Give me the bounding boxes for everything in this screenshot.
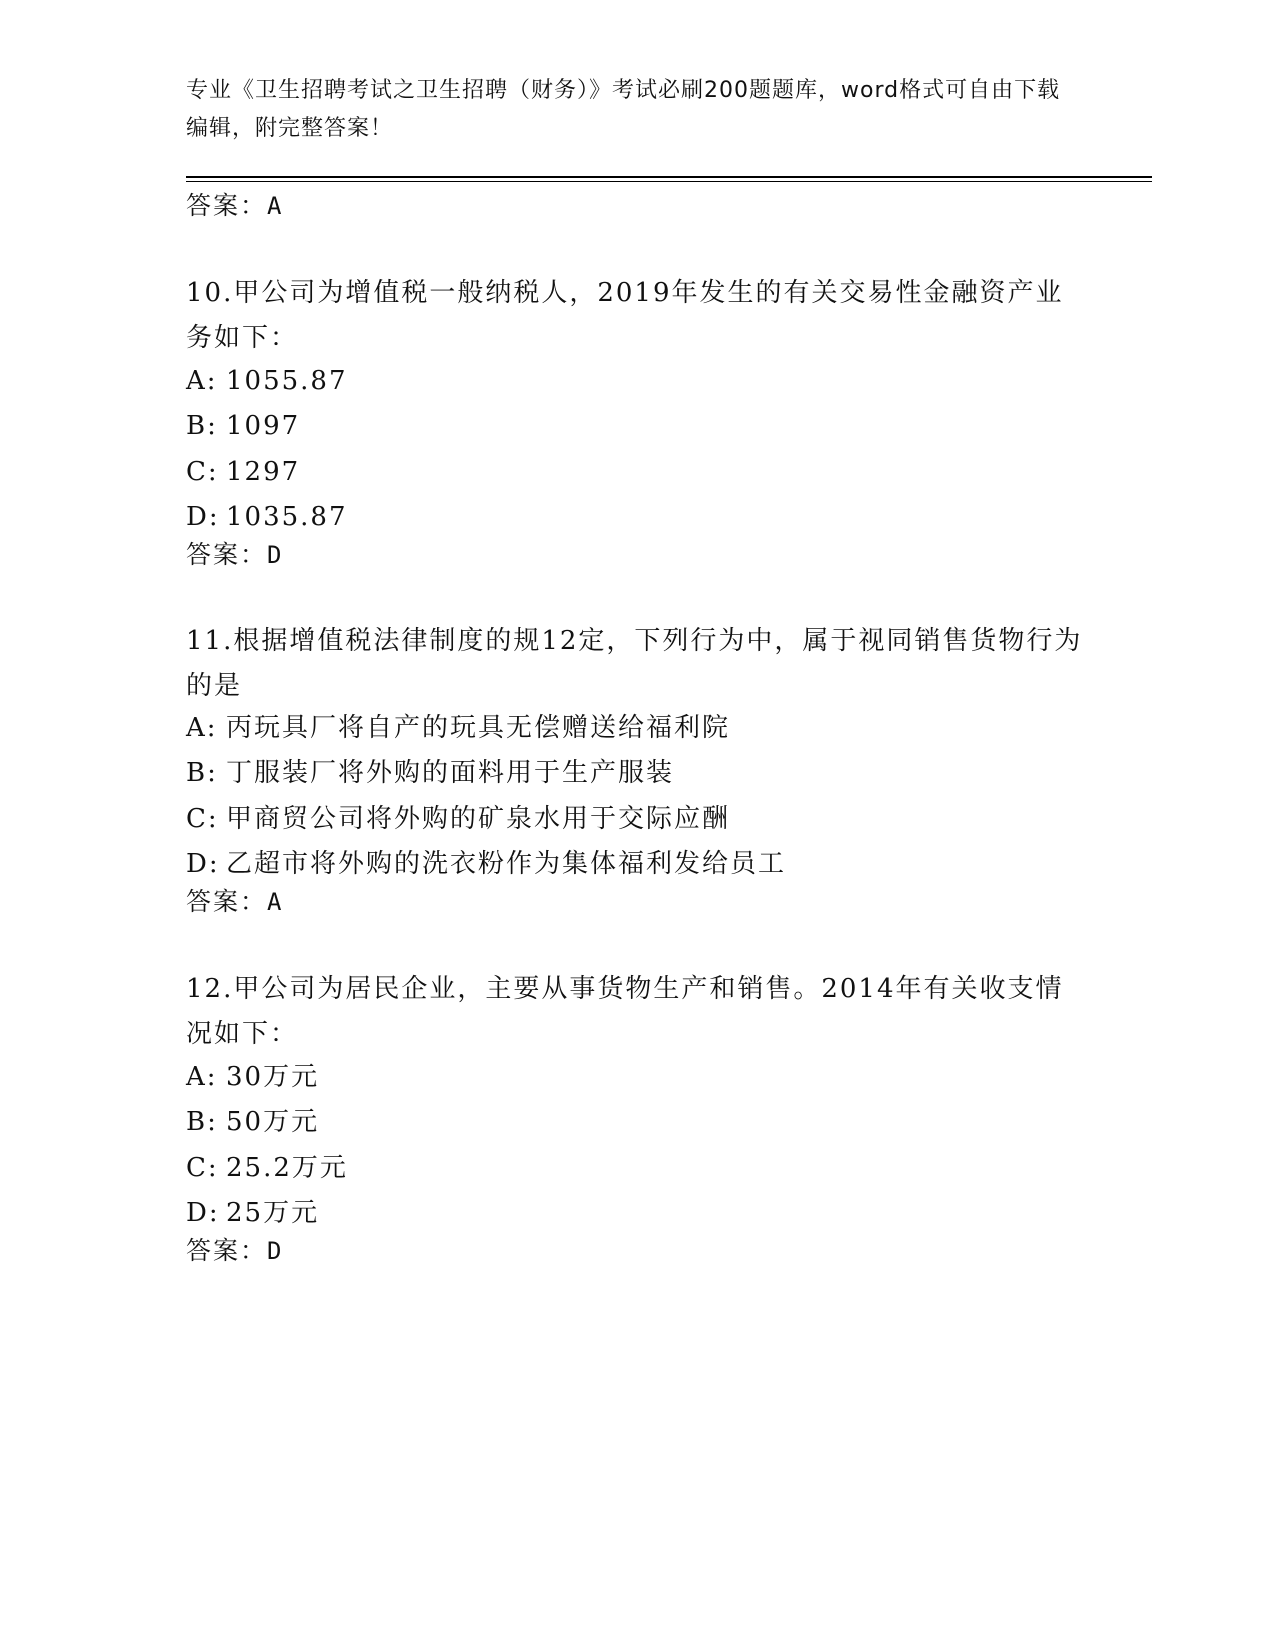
option-item bbox=[186, 359, 1086, 404]
answer-label: 答案： bbox=[186, 887, 268, 916]
option-item bbox=[186, 495, 1086, 540]
option-key: C: bbox=[186, 456, 219, 487]
option-key: C: bbox=[186, 1152, 219, 1183]
option-text: 25万元 bbox=[226, 1197, 320, 1228]
option-key: A: bbox=[186, 713, 218, 743]
option-key: B: bbox=[186, 411, 218, 442]
answer-value: A bbox=[267, 888, 282, 916]
option-key: A: bbox=[186, 1062, 218, 1092]
answer-line bbox=[186, 537, 281, 573]
option-text: 30万元 bbox=[226, 1062, 320, 1092]
option-item bbox=[186, 1146, 1086, 1191]
option-item bbox=[186, 450, 1086, 495]
option-list bbox=[186, 706, 1086, 887]
option-item bbox=[186, 1100, 1086, 1145]
option-text: 丙玩具厂将自产的玩具无偿赠送给福利院 bbox=[226, 713, 731, 743]
document-header bbox=[186, 72, 1066, 148]
option-item bbox=[186, 1055, 1086, 1100]
answer-line bbox=[186, 884, 281, 920]
option-text: 50万元 bbox=[226, 1107, 320, 1138]
option-item bbox=[186, 797, 1086, 842]
option-text: 乙超市将外购的洗衣粉作为集体福利发给员工 bbox=[226, 848, 787, 879]
option-key: D: bbox=[186, 1197, 220, 1228]
option-key: B: bbox=[186, 758, 218, 789]
answer-line bbox=[186, 188, 281, 224]
option-item bbox=[186, 842, 1086, 887]
header-divider-thick bbox=[186, 176, 1152, 178]
answer-value: A bbox=[267, 192, 282, 220]
option-list bbox=[186, 359, 1086, 540]
option-text: 1055.87 bbox=[226, 366, 348, 396]
question-text: 12.甲公司为居民企业，主要从事货物生产和销售。2014年有关收支情况如下： bbox=[186, 974, 1064, 1049]
answer-value: D bbox=[267, 541, 282, 569]
option-text: 甲商贸公司将外购的矿泉水用于交际应酬 bbox=[226, 803, 731, 834]
answer-label: 答案： bbox=[186, 540, 268, 569]
option-text: 丁服装厂将外购的面料用于生产服装 bbox=[226, 758, 675, 789]
option-list bbox=[186, 1055, 1086, 1236]
option-key: B: bbox=[186, 1107, 218, 1138]
option-item bbox=[186, 404, 1086, 449]
option-text: 1297 bbox=[226, 456, 301, 487]
header-text: 专业《卫生招聘考试之卫生招聘（财务）》考试必刷200题题库，word格式可自由下载编辑，附完整答案！ bbox=[186, 78, 1061, 141]
answer-label: 答案： bbox=[186, 191, 268, 220]
header-divider-thin bbox=[186, 181, 1152, 182]
option-item bbox=[186, 751, 1086, 796]
question-text: 11.根据增值税法律制度的规12定，下列行为中，属于视同销售货物行为的是 bbox=[186, 626, 1083, 701]
question-text: 10.甲公司为增值税一般纳税人，2019年发生的有关交易性金融资产业务如下： bbox=[186, 278, 1064, 353]
option-text: 1097 bbox=[226, 411, 301, 442]
option-text: 25.2万元 bbox=[226, 1152, 348, 1183]
answer-line bbox=[186, 1233, 281, 1269]
option-key: D: bbox=[186, 848, 220, 879]
option-text: 1035.87 bbox=[226, 501, 348, 532]
answer-value: D bbox=[267, 1237, 282, 1265]
option-key: A: bbox=[186, 366, 218, 396]
option-key: C: bbox=[186, 803, 219, 834]
answer-label: 答案： bbox=[186, 1236, 268, 1265]
option-item bbox=[186, 706, 1086, 751]
option-item bbox=[186, 1191, 1086, 1236]
option-key: D: bbox=[186, 501, 220, 532]
